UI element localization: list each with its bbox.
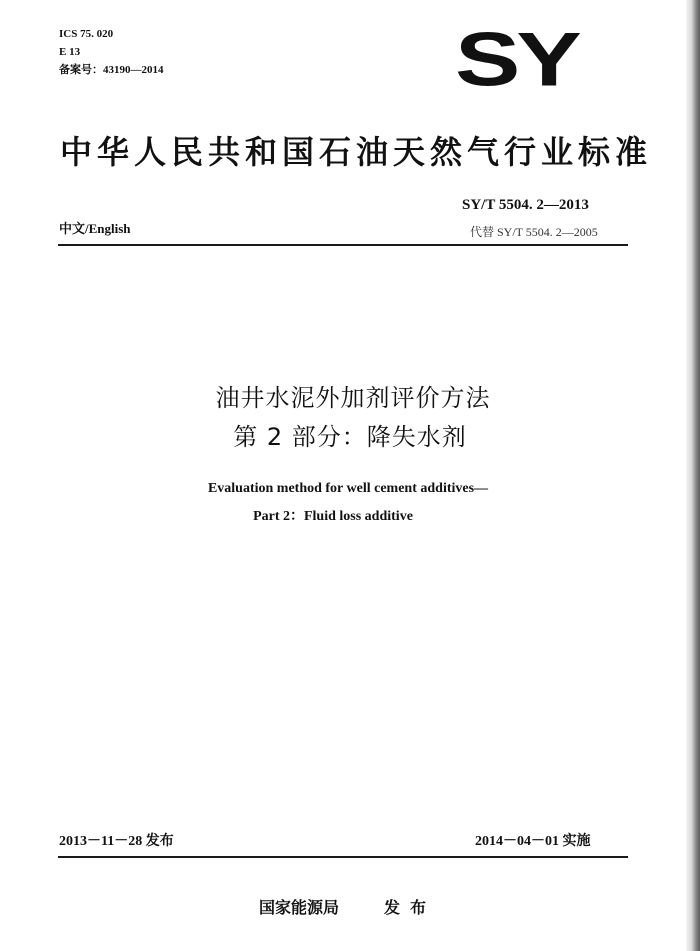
language-label: 中文/English <box>59 221 131 236</box>
category-code: E 13 <box>59 46 81 58</box>
standard-type-title: 中华人民共和国石油天然气行业标准 <box>60 133 653 171</box>
chinese-title-line-1: 油井水泥外加剂评价方法 <box>215 384 491 412</box>
bottom-divider <box>58 856 628 858</box>
publisher-name: 国家能源局 <box>259 898 340 917</box>
issue-date: 2013－11－28 发布 <box>59 834 174 849</box>
top-divider <box>58 244 628 246</box>
replaces-standard: 代替 SY/T 5504. 2—2005 <box>470 225 598 239</box>
classification-block <box>59 25 164 79</box>
page-edge-shadow <box>686 0 700 951</box>
publish-label: 发布 <box>384 898 437 917</box>
ics-code: ICS 75. 020 <box>59 28 114 40</box>
standard-number: SY/T 5504. 2—2013 <box>462 197 589 213</box>
english-title-line-2: Part 2：Fluid loss additive <box>253 509 413 524</box>
sy-logo: SY <box>455 16 578 102</box>
record-number: 备案号：43190—2014 <box>59 64 164 76</box>
chinese-title-line-2: 第 2 部分：降失水剂 <box>233 423 467 451</box>
implementation-date: 2014－04－01 实施 <box>475 834 591 849</box>
english-title-line-1: Evaluation method for well cement additives— <box>207 481 489 496</box>
